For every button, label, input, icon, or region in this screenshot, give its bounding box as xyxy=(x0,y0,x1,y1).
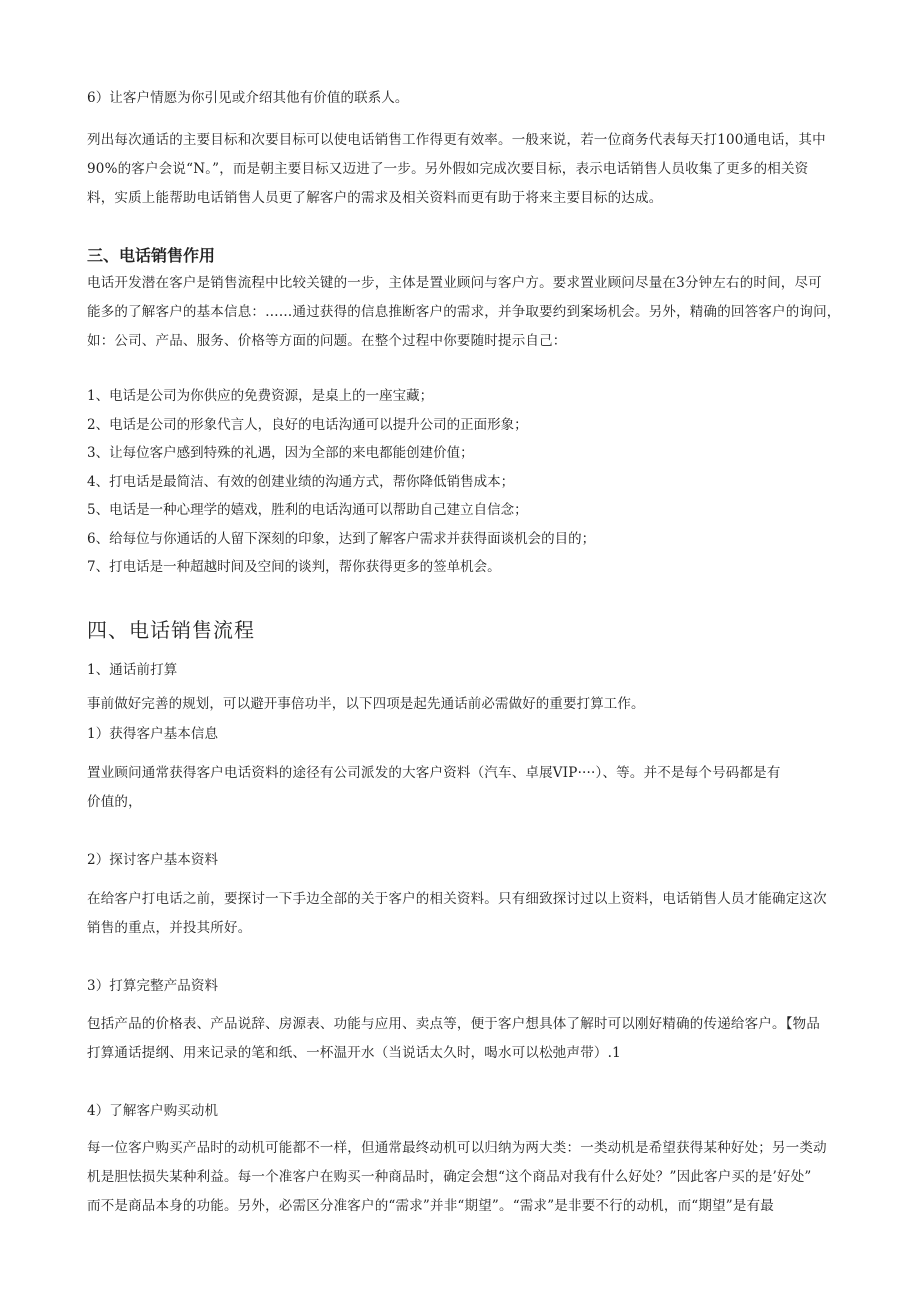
item-4-text-line-1: 每一位客户购买产品时的动机可能都不一样，但通常最终动机可以归纳为两大类：一类动机是希望获得某种好处；另一类动 xyxy=(87,1140,827,1156)
section-3-paragraph-line-2: 能多的了解客户的基本信息：……通过获得的信息推断客户的需求，并争取要约到案场机会。另外，精确的回答客户的询问， xyxy=(87,304,841,320)
goal-paragraph xyxy=(87,126,837,213)
item-1-text-line-2: 价值的， xyxy=(87,794,142,810)
section-3-paragraph-line-3: 如：公司、产品、服务、价格等方面的问题。在整个过程中你要随时提示自己： xyxy=(87,333,567,349)
item-3-text xyxy=(87,1010,837,1068)
item-4-text-line-3: 而不是商品本身的功能。另外，必需区分准客户的“需求”并非“期望”。“需求”是非要不行的动机，而“期望”是有最 xyxy=(87,1198,775,1214)
section-3-list-item-5: 5、电话是一种心理学的嬉戏，胜利的电话沟通可以帮助自己建立自信念； xyxy=(87,502,528,518)
section-3-paragraph-line-1: 电话开发潜在客户是销售流程中比较关键的一步，主体是置业顾问与客户方。要求置业顾问尽量在3分钟左右的时间，尽可 xyxy=(87,275,822,291)
section-3-title: 三、电话销售作用 xyxy=(87,246,216,265)
item-3-title: 3）打算完整产品资料 xyxy=(87,978,219,994)
section-4-sub-1-text: 事前做好完善的规划，可以避开事倍功半，以下四项是起先通话前必需做好的重要打算工作。 xyxy=(87,696,645,712)
item-4-text xyxy=(87,1134,837,1221)
item-1-text-line-1: 置业顾问通常获得客户电话资料的途径有公司派发的大客户资料（汽车、卓展VIP····）、等。并不是每个号码都是有 xyxy=(87,765,781,781)
item-2-text-line-2: 销售的重点，并投其所好。 xyxy=(87,920,252,936)
section-3-list-item-3: 3、让每位客户感到特殊的礼遇，因为全部的来电都能创建价值； xyxy=(87,445,474,461)
item-1-text xyxy=(87,759,837,817)
item-1-title: 1）获得客户基本信息 xyxy=(87,726,219,742)
goal-paragraph-line-1: 列出每次通话的主要目标和次要目标可以使电话销售工作得更有效率。一般来说，若一位商务代表每天打100通电话，其中 xyxy=(87,132,826,148)
goal-paragraph-line-2: 90%的客户会说“N。”，而是朝主要目标又迈进了一步。另外假如完成次要目标，表示电话销售人员收集了更多的相关资 xyxy=(87,161,809,177)
section-3-paragraph xyxy=(87,269,841,356)
section-3-list-item-1: 1、电话是公司为你供应的免费资源，是桌上的一座宝藏； xyxy=(87,388,434,404)
section-3-list-item-7: 7、打电话是一种超越时间及空间的谈判，帮你获得更多的签单机会。 xyxy=(87,559,501,575)
section-4-title: 四、电话销售流程 xyxy=(87,618,255,642)
item-3-text-line-1: 包括产品的价格表、产品说辞、房源表、功能与应用、卖点等，便于客户想具体了解时可以刚好精确的传递给客户。【物品 xyxy=(87,1016,821,1032)
section-3-list-item-2: 2、电话是公司的形象代言人，良好的电话沟通可以提升公司的正面形象； xyxy=(87,416,528,433)
item-2-text xyxy=(87,885,837,943)
section-3-list xyxy=(87,382,595,582)
item-2-title: 2）探讨客户基本资料 xyxy=(87,852,219,868)
item-2-text-line-1: 在给客户打电话之前，要探讨一下手边全部的关于客户的相关资料。只有细致探讨过以上资料，电话销售人员才能确定这次 xyxy=(87,891,827,907)
item-4-title: 4）了解客户购买动机 xyxy=(87,1103,219,1119)
item-3-text-line-2: 打算通话提纲、用来记录的笔和纸、一杯温开水（当说话太久时，喝水可以松弛声带）.1 xyxy=(87,1045,621,1061)
section-3-list-item-4: 4、打电话是最简洁、有效的创建业绩的沟通方式，帮你降低销售成本； xyxy=(87,473,515,490)
section-4-sub-1: 1、通话前打算 xyxy=(87,662,178,678)
item-4-text-line-2: 机是胆怯损失某种利益。每一个准客户在购买一种商品时，确定会想“这个商品对我有什么好处？”因此客户买的是’好处” xyxy=(87,1169,812,1185)
goal-paragraph-line-3: 料，实质上能帮助电话销售人员更了解客户的需求及相关资料而更有助于将来主要目标的达成。 xyxy=(87,190,663,206)
section-3-list-item-6: 6、给每位与你通话的人留下深刻的印象，达到了解客户需求并获得面谈机会的目的； xyxy=(87,530,596,547)
intro-item-6: 6）让客户情愿为你引见或介绍其他有价值的联系人。 xyxy=(87,90,409,106)
